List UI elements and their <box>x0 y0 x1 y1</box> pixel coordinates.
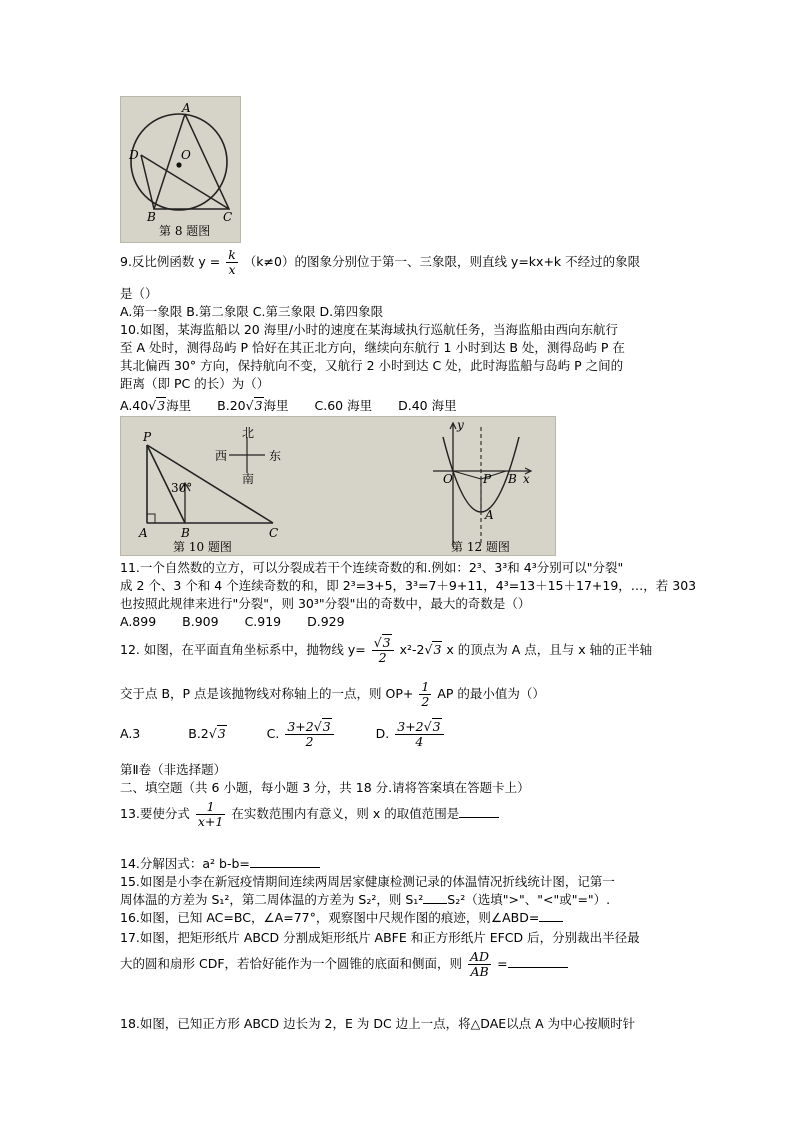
svg-text:南: 南 <box>242 472 255 486</box>
question-12-options <box>120 720 468 749</box>
svg-text:第 10 题图: 第 10 题图 <box>173 540 232 554</box>
question-10-options <box>120 398 479 414</box>
question-12-line-1: 12. 如图，在平面直角坐标系中，抛物线 y= $\frac{√3}{2}$ x²-2√3 x 的顶点为 A 点，且与 x 轴的正半轴 <box>120 635 653 665</box>
sea-and-parabola-diagram <box>121 417 555 555</box>
question-9-line-2: 是（） <box>120 286 158 301</box>
svg-text:东: 东 <box>269 449 282 463</box>
fraction-k-over-x: $\frac{k}{x}$ <box>228 247 236 277</box>
svg-text:O: O <box>443 472 453 486</box>
question-18-line-1: 18.如图，已知正方形 ABCD 边长为 2，E 为 DC 边上一点，将△DAE以点 A 为中心按顺时针 <box>120 1016 636 1031</box>
svg-text:O: O <box>181 148 191 162</box>
option-c: C.919 <box>244 614 282 629</box>
answer-blank <box>459 817 499 818</box>
question-14: 14.分解因式：a² b-b= <box>120 856 320 872</box>
question-9-options: A.第一象限 B.第二象限 C.第三象限 D.第四象限 <box>120 304 384 319</box>
svg-text:北: 北 <box>242 426 255 440</box>
svg-text:P: P <box>143 430 152 444</box>
question-11-line-3: 也按照此规律来进行"分裂"，则 30³"分裂"出的奇数中，最大的奇数是（） <box>120 596 531 611</box>
svg-text:x: x <box>523 472 530 486</box>
svg-text:第 12 题图: 第 12 题图 <box>451 540 510 554</box>
svg-text:B: B <box>508 472 517 486</box>
answer-blank <box>250 867 320 868</box>
option-d: D.40 海里 <box>398 398 457 413</box>
circle-diagram <box>121 97 240 242</box>
option-b: B.20√3海里 <box>217 398 289 413</box>
option-c: C. $\frac{3+2√3}{2}$ <box>267 720 336 749</box>
svg-text:B: B <box>181 526 190 540</box>
question-10-line-2: 至 A 处时，测得岛屿 P 恰好在其正北方向，继续向东航行 1 小时到达 B 处，测得岛屿 P 在 <box>120 340 625 355</box>
option-b: B.2√3 <box>188 726 226 741</box>
question-11-options <box>120 614 367 630</box>
option-d: D.929 <box>307 614 345 629</box>
answer-blank <box>423 903 447 904</box>
question-17-line-2: 大的圆和扇形 CDF，若恰好能作为一个圆锥的底面和侧面，则 $\frac{AD}{AB}$ = <box>120 950 568 979</box>
figure-q8 <box>120 96 241 243</box>
question-16: 16.如图，已知 AC=BC，∠A=77°，观察图中尺规作图的痕迹，则∠ABD= <box>120 910 563 926</box>
question-12-line-2: 交于点 B，P 点是该抛物线对称轴上的一点，则 OP+ $\frac{1}{2}$ AP 的最小值为（） <box>120 679 545 709</box>
figure-caption: 第 8 题图 <box>159 224 211 238</box>
question-11-line-2: 成 2 个、3 个和 4 个连续奇数的和，即 2³=3+5，3³=7＋9+11，4³=13＋15＋17+19，…，若 303 <box>120 578 697 593</box>
answer-blank <box>508 967 568 968</box>
fraction-sqrt3-over-2: $\frac{√3}{2}$ <box>372 636 394 665</box>
svg-text:B: B <box>147 210 156 224</box>
question-9-line-1: 9.反比例函数 y = $\frac{k}{x}$ （k≠0）的图象分别位于第一、三象限，则直线 y=kx+k 不经过的象限 <box>120 247 641 277</box>
svg-text:西: 西 <box>215 449 228 463</box>
question-15-line-2: 周体温的方差为 S₁²，第二周体温的方差为 S₂²，则 S₁² S₂²（选填">"、"<"或"="）. <box>120 892 611 907</box>
question-10-line-3: 其北偏西 30° 方向，保持航向不变，又航行 2 小时到达 C 处，此时海监船与岛屿 P 之间的 <box>120 358 624 373</box>
option-d: D. $\frac{3+2√3}{4}$ <box>376 720 446 749</box>
svg-text:C: C <box>223 210 233 224</box>
svg-text:A: A <box>139 526 148 540</box>
option-b: B.909 <box>182 614 219 629</box>
section-fill-in-blanks: 二、填空题（共 6 小题，每小题 3 分，共 18 分.请将答案填在答题卡上） <box>120 780 530 795</box>
figure-q10-q12 <box>120 416 556 556</box>
svg-text:P: P <box>483 472 492 486</box>
part-2-title: 第Ⅱ卷（非选择题） <box>120 762 227 777</box>
answer-blank <box>539 921 563 922</box>
question-11-line-1: 11.一个自然数的立方，可以分裂成若干个连续奇数的和.例如：2³、3³和 4³分别可以"分裂" <box>120 560 624 575</box>
fraction-ad-over-ab: $\frac{AD}{AB}$ <box>470 949 490 979</box>
svg-text:A: A <box>485 508 494 522</box>
option-a: A.40√3海里 <box>120 398 192 413</box>
svg-text:C: C <box>269 526 279 540</box>
question-10-line-4: 距离（即 PC 的长）为（） <box>120 376 270 391</box>
svg-text:D: D <box>129 148 139 162</box>
svg-text:y: y <box>457 418 464 432</box>
question-10-line-1: 10.如图，某海监船以 20 海里/小时的速度在某海域执行巡航任务，当海监船由西向东航行 <box>120 322 618 337</box>
svg-text:30°: 30° <box>171 481 193 495</box>
option-c: C.60 海里 <box>314 398 373 413</box>
option-a: A.3 <box>120 726 141 741</box>
svg-text:A: A <box>182 101 191 115</box>
question-17-line-1: 17.如图，把矩形纸片 ABCD 分割成矩形纸片 ABFE 和正方形纸片 EFCD 后，分别裁出半径最 <box>120 930 640 945</box>
question-15-line-1: 15.如图是小李在新冠疫情期间连续两周居家健康检测记录的体温情况折线统计图，记第一 <box>120 874 615 889</box>
option-a: A.899 <box>120 614 157 629</box>
fraction-1-over-x-plus-1: $\frac{1}{x+1}$ <box>197 799 224 829</box>
question-13: 13.要使分式 $\frac{1}{x+1}$ 在实数范围内有意义，则 x 的取值范围是 <box>120 800 499 829</box>
fraction-one-half: $\frac{1}{2}$ <box>421 679 430 709</box>
